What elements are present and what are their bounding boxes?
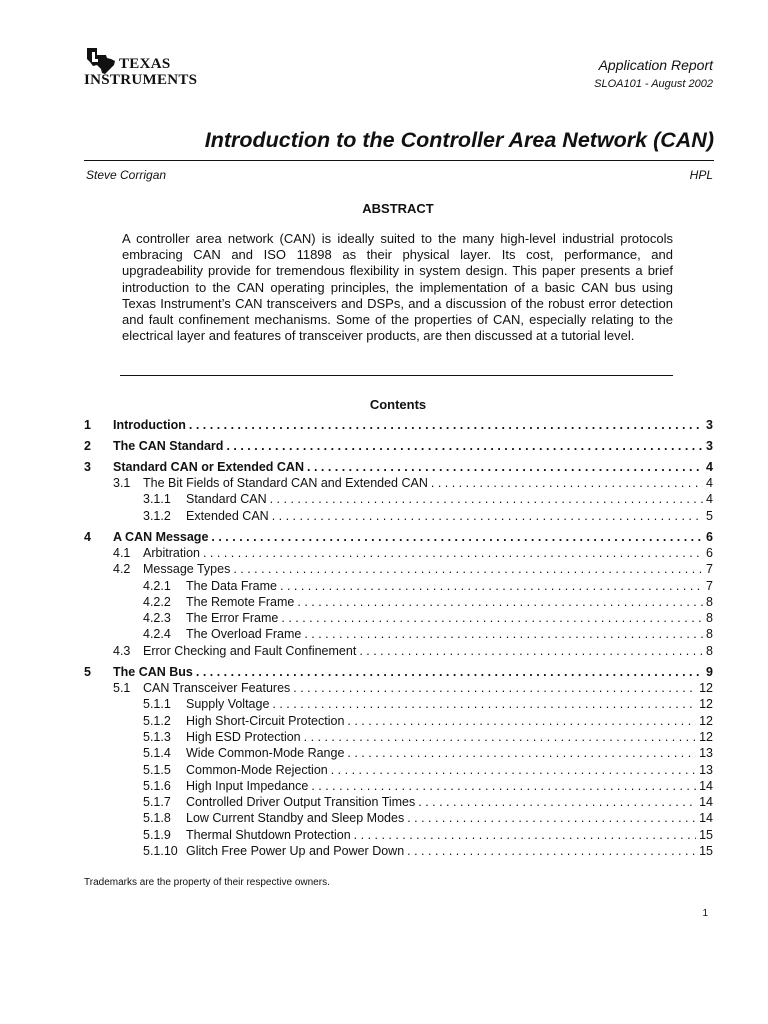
toc-entry[interactable] xyxy=(84,779,713,795)
toc-entry[interactable] xyxy=(84,844,713,860)
toc-dot-leader xyxy=(189,418,703,432)
toc-entry-number: 5.1 xyxy=(113,681,131,695)
toc-dot-leader xyxy=(304,730,696,744)
toc-entry-page: 14 xyxy=(699,778,713,793)
toc-dot-leader xyxy=(270,492,703,506)
toc-dot-leader xyxy=(347,746,696,760)
toc-entry-title: Arbitration xyxy=(143,545,200,560)
toc-entry-number: 4.2.1 xyxy=(143,578,171,593)
texas-instruments-logo xyxy=(84,46,219,92)
toc-entry-title: Standard CAN or Extended CAN xyxy=(113,460,304,474)
toc-dot-leader xyxy=(297,595,703,609)
toc-entry-title: CAN Transceiver Features xyxy=(143,681,291,695)
toc-entry[interactable] xyxy=(84,579,713,595)
toc-entry-page: 4 xyxy=(706,460,713,474)
toc-entry-title: Thermal Shutdown Protection xyxy=(186,827,351,842)
toc-entry-number: 3.1.1 xyxy=(143,492,171,507)
toc-entry-title: The Error Frame xyxy=(186,611,279,626)
toc-entry-page: 13 xyxy=(699,762,713,777)
toc-entry[interactable] xyxy=(84,492,713,508)
toc-entry-page: 9 xyxy=(706,665,713,679)
toc-entry-page: 4 xyxy=(706,492,713,507)
toc-entry-number: 1 xyxy=(84,418,91,432)
toc-dot-leader xyxy=(407,844,696,858)
toc-entry-page: 6 xyxy=(706,545,713,560)
toc-entry-title: Introduction xyxy=(113,418,186,432)
toc-entry-page: 6 xyxy=(706,529,713,544)
toc-entry[interactable] xyxy=(84,795,713,811)
toc-entry-title: High ESD Protection xyxy=(186,729,301,744)
toc-entry-title: The Overload Frame xyxy=(186,627,302,642)
toc-entry-page: 3 xyxy=(706,439,713,453)
toc-entry-number: 5.1.10 xyxy=(143,844,178,858)
toc-dot-leader xyxy=(281,611,703,625)
toc-entry-page: 12 xyxy=(699,713,713,728)
toc-entry-title: Low Current Standby and Sleep Modes xyxy=(186,811,405,826)
toc-entry[interactable] xyxy=(84,509,713,525)
toc-entry-number: 4.2 xyxy=(113,562,131,577)
toc-entry-title: Common-Mode Rejection xyxy=(186,762,328,777)
document-title: Introduction to the Controller Area Network (CAN) xyxy=(204,128,714,152)
toc-entry[interactable] xyxy=(84,714,713,730)
report-type: Application Report xyxy=(598,57,713,73)
toc-dot-leader xyxy=(307,460,703,474)
toc-dot-leader xyxy=(272,509,703,523)
toc-entry[interactable] xyxy=(84,763,713,779)
toc-entry-page: 7 xyxy=(706,562,713,577)
toc-entry-number: 4.1 xyxy=(113,545,131,560)
toc-entry-title: A CAN Message xyxy=(113,529,209,544)
toc-entry[interactable] xyxy=(84,418,713,434)
trademark-notice: Trademarks are the property of their respective owners. xyxy=(84,877,330,888)
toc-entry[interactable] xyxy=(84,439,713,455)
toc-entry[interactable] xyxy=(84,681,713,697)
abstract-body: A controller area network (CAN) is ideally suited to the many high-level industrial protocols embracing CAN and ISO 11898 as their physical layer. Its cost, performance, and upgradeability provide for tremendous flexibility in system design. This paper presents a brief introduction to the CAN operating principles, the implementation of a basic CAN bus using Texas Instrument’s CAN transceivers and DSPs, and a discussion of the robust error detection and fault confinement mechanisms. Some of the properties of CAN, especially relating to the electrical layer and features of transceiver products, are then discussed at a tutorial level. xyxy=(122,231,673,344)
page-number: 1 xyxy=(702,908,708,919)
author-name: Steve Corrigan xyxy=(86,168,167,182)
toc-dot-leader xyxy=(272,697,696,711)
toc-entry-number: 4.2.2 xyxy=(143,594,171,609)
toc-entry-title: The Data Frame xyxy=(186,578,278,593)
toc-dot-leader xyxy=(407,811,696,825)
toc-entry-page: 5 xyxy=(706,508,713,523)
toc-entry-number: 5.1.3 xyxy=(143,729,171,744)
toc-entry[interactable] xyxy=(84,562,713,578)
toc-entry-page: 8 xyxy=(706,627,713,642)
toc-entry-number: 5.1.6 xyxy=(143,778,171,793)
toc-entry-title: The Remote Frame xyxy=(186,594,295,609)
toc-entry-title: The Bit Fields of Standard CAN and Extended CAN xyxy=(143,476,428,490)
toc-dot-leader xyxy=(359,644,703,658)
toc-entry-page: 12 xyxy=(699,697,713,712)
toc-dot-leader xyxy=(354,828,696,842)
toc-entry-title: The CAN Bus xyxy=(113,665,193,679)
toc-entry[interactable] xyxy=(84,730,713,746)
toc-dot-leader xyxy=(226,439,703,453)
toc-entry-page: 12 xyxy=(699,729,713,744)
logo-text-texas: TEXAS xyxy=(119,56,171,72)
toc-entry[interactable] xyxy=(84,627,713,643)
toc-dot-leader xyxy=(431,476,703,490)
toc-entry[interactable] xyxy=(84,611,713,627)
toc-entry-number: 5.1.4 xyxy=(143,746,171,761)
toc-entry-number: 5 xyxy=(84,665,91,679)
toc-entry-page: 8 xyxy=(706,611,713,626)
toc-entry[interactable] xyxy=(84,546,713,562)
toc-dot-leader xyxy=(203,546,703,560)
toc-entry[interactable] xyxy=(84,665,713,681)
toc-entry[interactable] xyxy=(84,811,713,827)
toc-entry-number: 5.1.7 xyxy=(143,795,171,810)
toc-entry[interactable] xyxy=(84,828,713,844)
report-id: SLOA101 - August 2002 xyxy=(594,78,713,90)
toc-entry-number: 5.1.9 xyxy=(143,827,171,842)
toc-entry-page: 13 xyxy=(699,746,713,761)
toc-entry-number: 3.1.2 xyxy=(143,508,171,523)
toc-entry-page: 7 xyxy=(706,578,713,593)
toc-entry-title: High Short-Circuit Protection xyxy=(186,713,345,728)
toc-entry-number: 4.2.4 xyxy=(143,627,171,642)
toc-entry-page: 8 xyxy=(706,643,713,658)
toc-entry-page: 15 xyxy=(699,844,713,858)
toc-dot-leader xyxy=(280,579,703,593)
toc-dot-leader xyxy=(211,530,703,544)
toc-entry-number: 5.1.1 xyxy=(143,697,171,712)
title-divider xyxy=(84,160,714,161)
toc-dot-leader xyxy=(331,763,696,777)
toc-entry[interactable] xyxy=(84,595,713,611)
toc-entry-number: 4.2.3 xyxy=(143,611,171,626)
toc-entry[interactable] xyxy=(84,697,713,713)
toc-entry-page: 12 xyxy=(699,681,713,695)
toc-entry-number: 5.1.2 xyxy=(143,713,171,728)
toc-entry-number: 4.3 xyxy=(113,643,131,658)
author-group: HPL xyxy=(689,168,713,182)
toc-entry-page: 15 xyxy=(699,827,713,842)
toc-dot-leader xyxy=(311,779,696,793)
logo-text-instruments: INSTRUMENTS xyxy=(84,72,198,88)
toc-dot-leader xyxy=(418,795,696,809)
toc-entry[interactable] xyxy=(84,460,713,476)
toc-entry-title: High Input Impedance xyxy=(186,778,309,793)
toc-entry-page: 8 xyxy=(706,594,713,609)
toc-entry[interactable] xyxy=(84,476,713,492)
toc-dot-leader xyxy=(196,665,703,679)
toc-entry[interactable] xyxy=(84,530,713,546)
toc-entry-page: 14 xyxy=(699,811,713,826)
toc-entry-page: 4 xyxy=(706,476,713,490)
toc-entry-title: Message Types xyxy=(143,562,231,577)
toc-entry-title: Controlled Driver Output Transition Times xyxy=(186,795,416,810)
toc-entry-number: 2 xyxy=(84,439,91,453)
toc-entry-page: 3 xyxy=(706,418,713,432)
toc-dot-leader xyxy=(293,681,696,695)
abstract-divider xyxy=(120,375,673,376)
toc-dot-leader xyxy=(347,714,696,728)
toc-entry[interactable] xyxy=(84,644,713,660)
toc-entry-title: The CAN Standard xyxy=(113,439,224,453)
abstract-heading: ABSTRACT xyxy=(362,201,434,216)
toc-entry-number: 4 xyxy=(84,529,91,544)
toc-entry-title: Error Checking and Fault Confinement xyxy=(143,643,357,658)
toc-dot-leader xyxy=(233,562,703,576)
toc-entry-number: 3.1 xyxy=(113,476,131,490)
toc-entry-title: Standard CAN xyxy=(186,492,267,507)
toc-entry-number: 3 xyxy=(84,460,91,474)
contents-heading: Contents xyxy=(369,397,427,412)
toc-entry-title: Glitch Free Power Up and Power Down xyxy=(186,844,405,858)
toc-entry-number: 5.1.8 xyxy=(143,811,171,826)
toc-entry[interactable] xyxy=(84,746,713,762)
toc-dot-leader xyxy=(304,627,703,641)
toc-entry-title: Wide Common-Mode Range xyxy=(186,746,345,761)
toc-entry-page: 14 xyxy=(699,795,713,810)
toc-entry-title: Supply Voltage xyxy=(186,697,270,712)
toc-entry-number: 5.1.5 xyxy=(143,762,171,777)
toc-entry-title: Extended CAN xyxy=(186,508,269,523)
